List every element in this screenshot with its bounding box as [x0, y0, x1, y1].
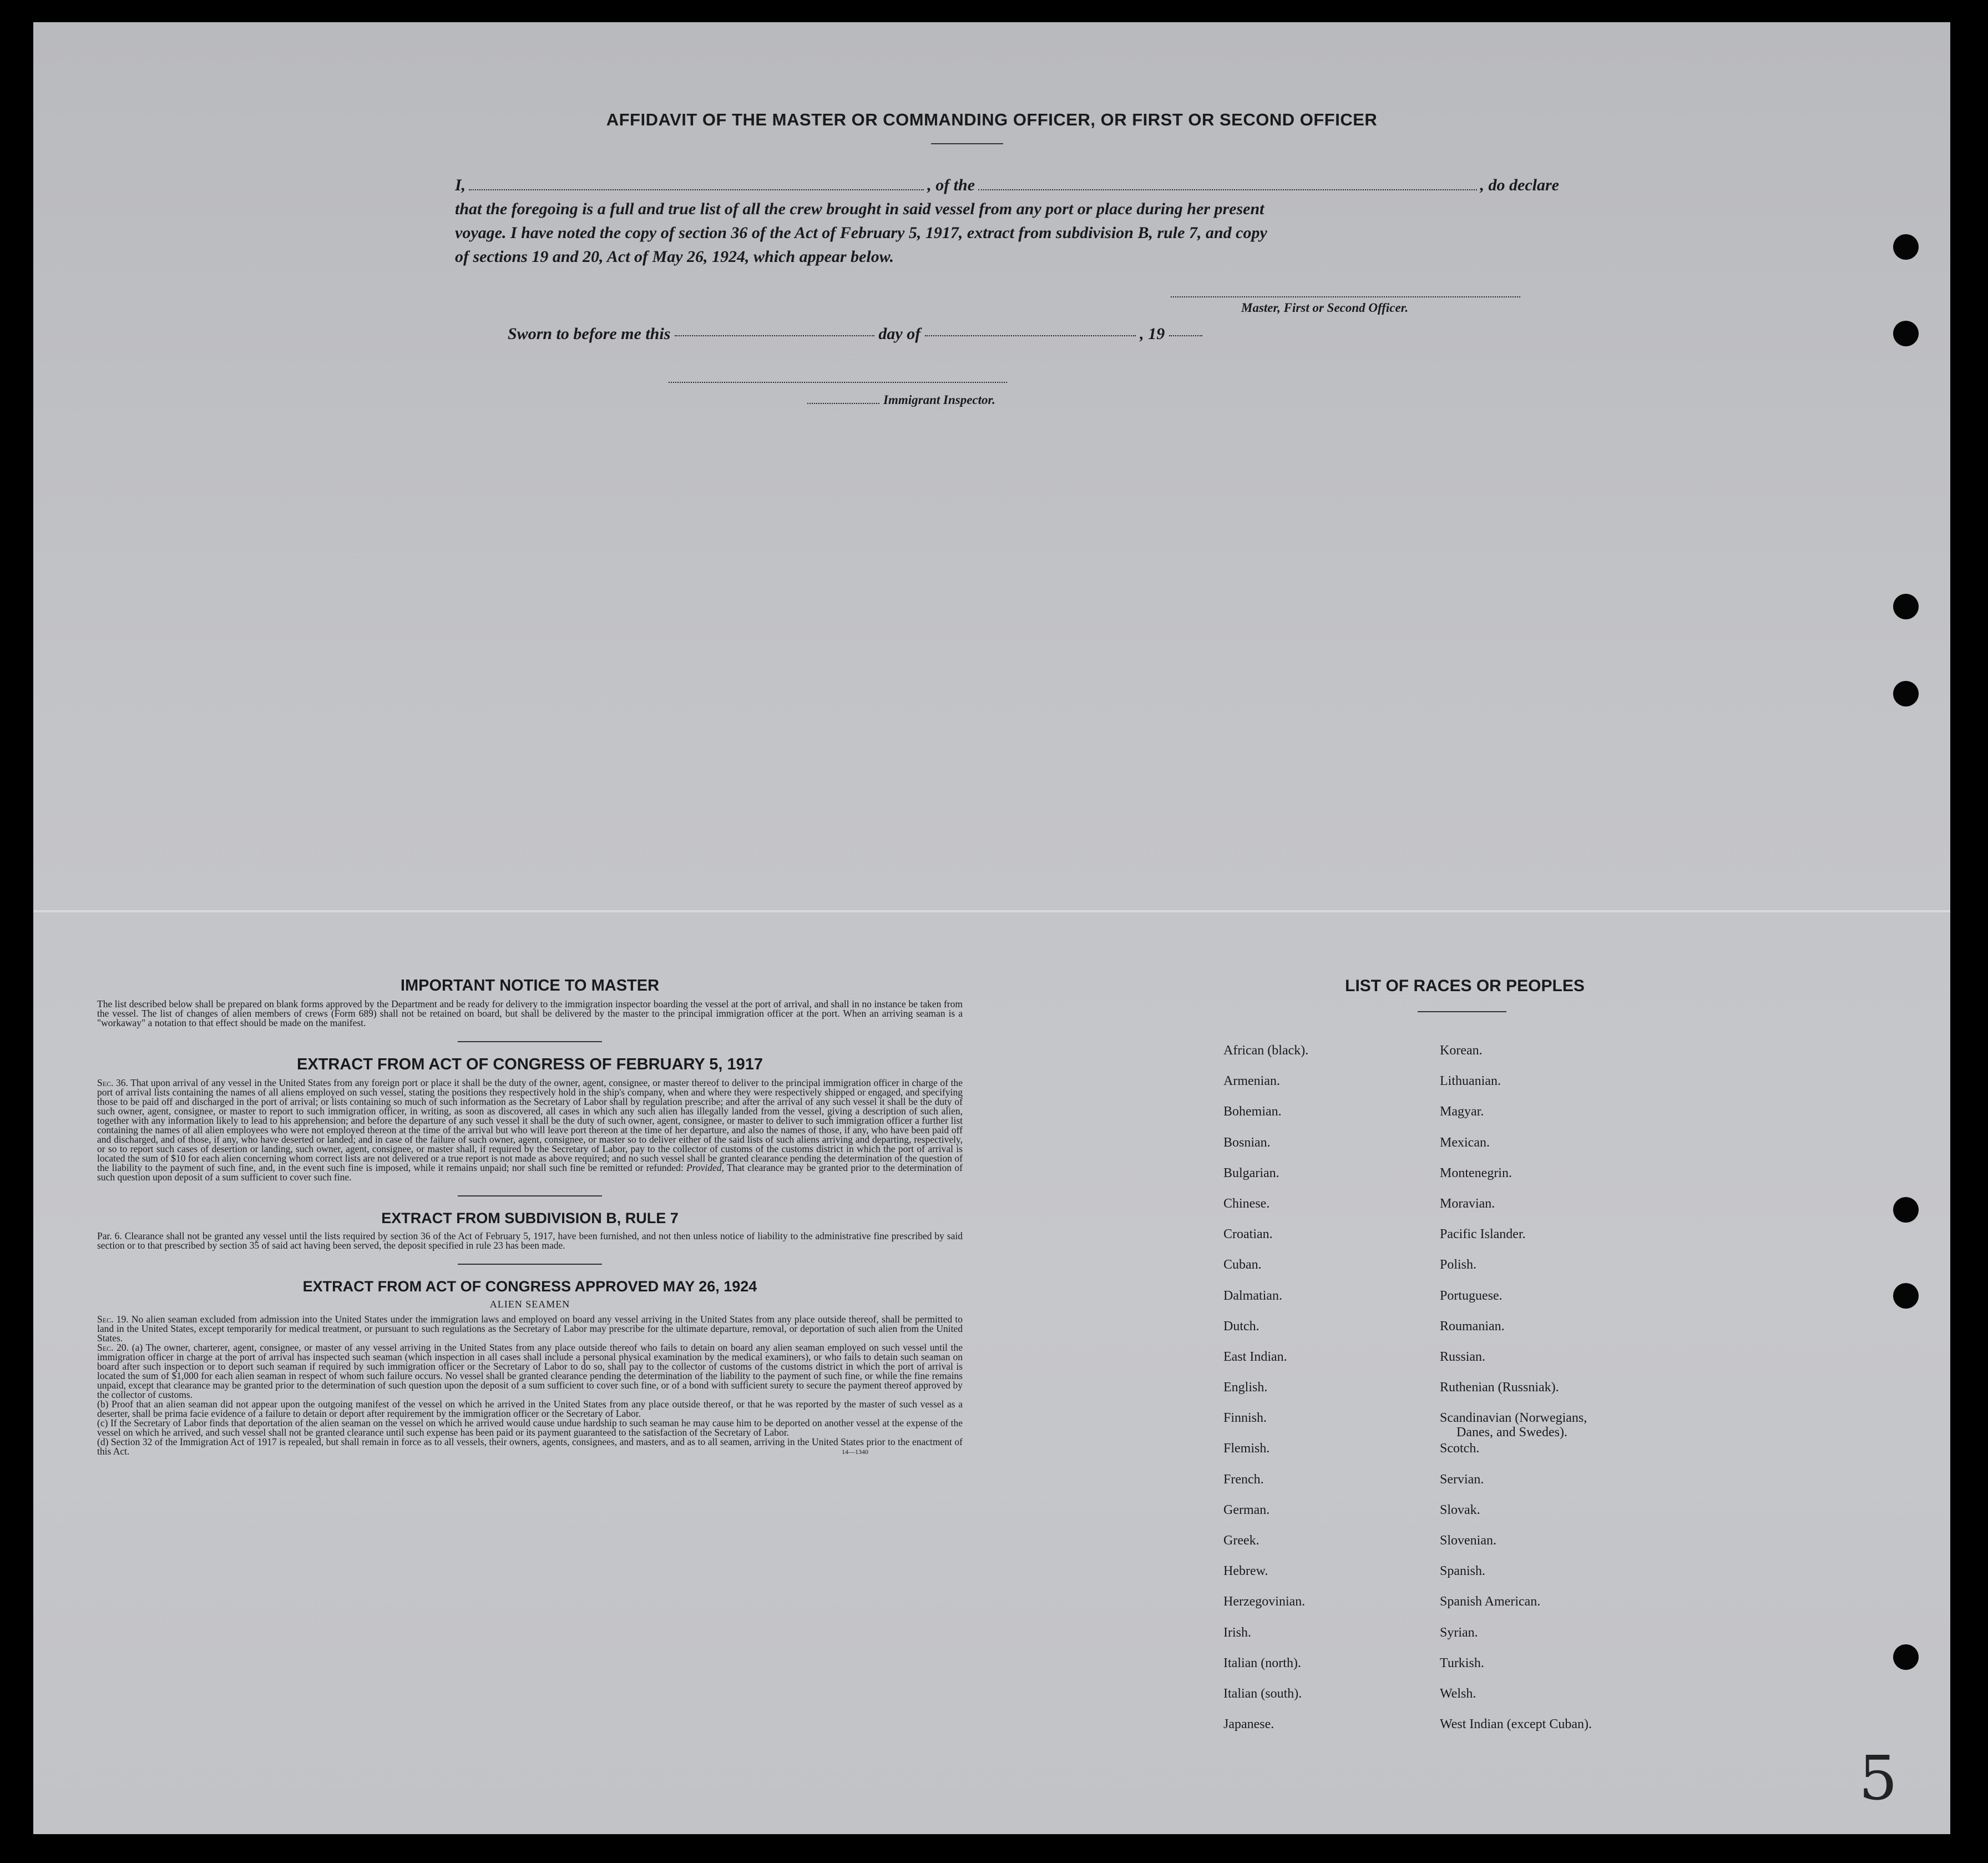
binder-hole — [1893, 594, 1919, 619]
race-item: Dutch. — [1223, 1319, 1259, 1334]
binder-hole — [1893, 1283, 1919, 1309]
race-item: Scandinavian (Norwegians, Danes, and Swedes). — [1440, 1411, 1587, 1440]
divider — [458, 1264, 602, 1265]
binder-hole — [1893, 321, 1919, 346]
race-item: Italian (south). — [1223, 1686, 1302, 1701]
divider — [931, 143, 1003, 144]
affidavit-title: AFFIDAVIT OF THE MASTER OR COMMANDING OFFICER, OR FIRST OR SECOND OFFICER — [606, 110, 1378, 129]
inspector-signature-line — [669, 382, 1007, 383]
sworn-end: , 19 — [1140, 325, 1165, 343]
race-item: Slovenian. — [1440, 1533, 1496, 1548]
extract-1917-title: EXTRACT FROM ACT OF CONGRESS OF FEBRUARY 5, 1917 — [296, 1056, 763, 1073]
race-item: Cuban. — [1223, 1258, 1262, 1273]
race-row — [1223, 1380, 1723, 1411]
affidavit-line1-start: I, — [455, 176, 466, 194]
race-item: Chinese. — [1223, 1196, 1270, 1211]
race-item: Scotch. — [1440, 1441, 1480, 1456]
binder-hole — [1893, 234, 1919, 260]
race-row — [1223, 1135, 1723, 1166]
race-item: Herzegovinian. — [1223, 1594, 1306, 1609]
race-row — [1223, 1411, 1723, 1441]
handwritten-page-number: 5 — [1859, 1743, 1898, 1814]
race-item: Greek. — [1223, 1533, 1259, 1548]
race-item: Dalmatian. — [1223, 1288, 1282, 1303]
sworn-mid: day of — [878, 325, 921, 343]
race-item: Polish. — [1440, 1258, 1477, 1273]
race-item: Bulgarian. — [1223, 1165, 1279, 1180]
vessel-blank — [978, 189, 1477, 190]
race-row — [1223, 1441, 1723, 1472]
day-blank — [675, 335, 874, 336]
extract-rule7-title: EXTRACT FROM SUBDIVISION B, RULE 7 — [381, 1210, 679, 1226]
race-row — [1223, 1319, 1723, 1350]
race-item: Mexican. — [1440, 1135, 1490, 1150]
race-row — [1223, 1289, 1723, 1319]
section-text: No alien seaman excluded from admission into the United States under the immigration laws and employed on board any vessel arriving in the United States from any place outside thereof, shall be permitted to land in the United States, except temporarily for medical treatment, or pursuant to such regulations as the Secretary of Labor may prescribe for the ultimate departure, removal, or deportation of such alien from the United States. — [97, 1314, 963, 1344]
race-item: French. — [1223, 1472, 1264, 1487]
section-label: Sec. 19. — [97, 1314, 129, 1325]
race-item: Spanish. — [1440, 1564, 1486, 1579]
race-row — [1223, 1043, 1723, 1074]
race-item: East Indian. — [1223, 1349, 1287, 1364]
race-item: English. — [1223, 1380, 1268, 1395]
proviso-label: Provided, — [686, 1162, 724, 1173]
race-item: Turkish. — [1440, 1655, 1484, 1670]
race-row — [1223, 1503, 1723, 1533]
sec19-text — [97, 1315, 963, 1343]
race-item: Welsh. — [1440, 1686, 1476, 1701]
extract-rule7-text: Par. 6. Clearance shall not be granted any vessel until the lists required by section 36 of the Act of February 5, 1917, have been furnished, and not then unless notice of liability to the administrative fine prescribed by said section or to that prescribed by section 35 of said act having been served, the deposit specified in rule 23 has been made. — [97, 1230, 963, 1251]
race-row — [1223, 1656, 1723, 1687]
affidavit-line1-mid: , of the — [927, 176, 975, 194]
race-item: Lithuanian. — [1440, 1074, 1501, 1089]
race-row — [1223, 1717, 1723, 1748]
race-item: Irish. — [1223, 1625, 1251, 1640]
divider — [1418, 1011, 1506, 1012]
sec20b-text: (b) Proof that an alien seaman did not appear upon the outgoing manifest of the vessel on which he arrived in the United States from any place outside thereof, or that he was reported by the master of such vessel as a deserter, shall be prima facie evidence of a failure to detain or deport after requirement by the immigration officer or the Secretary of Labor. — [97, 1398, 963, 1419]
affidavit-line1-end: , do declare — [1480, 176, 1559, 194]
race-item: Italian (north). — [1223, 1655, 1301, 1670]
race-row — [1223, 1196, 1723, 1227]
proviso-text: That clearance may be granted prior to the determination of such question upon deposit of a sum sufficient to cover such fine. — [97, 1162, 963, 1183]
form-number: 14—1340 — [842, 1448, 868, 1456]
race-item: Moravian. — [1440, 1196, 1495, 1211]
race-item: Syrian. — [1440, 1625, 1478, 1640]
sec20c-text: (c) If the Secretary of Labor finds that deportation of the alien seaman on the vessel on which he arrived would cause undue hardship to such seaman he may cause him to be deported on another vessel at the expense of the vessel on which he arrived, and such vessel shall not be granted clearance until such expense has been paid or its payment guaranteed to the satisfaction of the Secretary of Labor. — [97, 1417, 963, 1438]
section-text: That upon arrival of any vessel in the United States from any foreign port or place it shall be the duty of the owner, agent, consignee, or master thereof to deliver to the principal immigration officer in charge of the port of arrival lists containing the names of all aliens employed on such vessel, stating the positions they respectively hold in the ship's company, when and where they were respectively shipped or engaged, and specifying those to be paid off and discharged in the port of arrival; or lists containing so much of such information as the Secretary of Labor shall by regulation prescribe; and after the arrival of any such vessel it shall be the duty of such owner, agent, consignee, or master to report to such immigration officer, in writing, as soon as discovered, all cases in which any such alien has illegally landed from the vessel, giving a description of such alien, together with any information likely to lead to his apprehension; and before the departure of any such vessel it shall be the duty of such owner, agent, consignee, or master to deliver to such immigration officer a further list containing the names of all alien employees who were not employed thereon at the time of the arrival but who will leave port thereon at the time of her departure, and also the names of those, if any, who have been paid off and discharged, and of those, if any, who have deserted or landed; and in case of the failure of such owner, agent, consignee, or master so to deliver either of the said lists of such aliens arriving and departing, respectively, or so to report such cases of desertion or landing, such owner, agent, consignee, or master shall, if required by the Secretary of Labor, pay to the collector of customs of the customs district in which the port of arrival is located the sum of $10 for each alien concerning whom correct lists are not delivered or a true report is not made as above required; and no such vessel shall be granted clearance pending the determination of the question of the liability to the payment of such fine, and, in the event such fine is imposed, while it remains unpaid; nor shall such fine be remitted or refunded: — [97, 1077, 963, 1173]
divider — [458, 1195, 602, 1196]
sec20a-text — [97, 1343, 963, 1400]
document-page — [33, 22, 1950, 1834]
alien-seamen-heading: ALIEN SEAMEN — [489, 1299, 570, 1310]
sec20d-text: (d) Section 32 of the Immigration Act of 1917 is repealed, but shall remain in force as to all vessels, their owners, agents, consignees, and masters, and as to all seamen, arriving in the United States prior to the enactment of this Act. — [97, 1436, 963, 1457]
races-list — [1223, 1043, 1723, 1748]
race-row — [1223, 1104, 1723, 1135]
section-label: Sec. 36. — [97, 1077, 128, 1088]
race-row — [1223, 1472, 1723, 1503]
master-signature-line — [1171, 296, 1520, 297]
year-blank — [1169, 335, 1202, 336]
binder-hole — [1893, 1644, 1919, 1670]
race-item: Pacific Islander. — [1440, 1227, 1526, 1242]
race-row — [1223, 1687, 1723, 1717]
inspector-label: Immigrant Inspector. — [883, 393, 995, 407]
race-item: Russian. — [1440, 1349, 1486, 1364]
race-item: Flemish. — [1223, 1441, 1270, 1456]
race-item: Montenegrin. — [1440, 1165, 1512, 1180]
section-label: Sec. 20. — [97, 1342, 129, 1353]
affidavit-line3: voyage. I have noted the copy of section 36 of the Act of February 5, 1917, extract from subdivision B, rule 7, and copy — [455, 224, 1267, 242]
race-item: Japanese. — [1223, 1717, 1274, 1732]
race-item: Servian. — [1440, 1472, 1484, 1487]
extract-1917-text — [97, 1078, 963, 1182]
race-row — [1223, 1227, 1723, 1258]
binder-hole — [1893, 681, 1919, 706]
divider — [458, 1041, 602, 1042]
race-item: Magyar. — [1440, 1104, 1484, 1119]
race-item: German. — [1223, 1502, 1270, 1517]
affidavit-line4: of sections 19 and 20, Act of May 26, 1924, which appear below. — [455, 248, 894, 266]
race-row — [1223, 1350, 1723, 1380]
races-title: LIST OF RACES OR PEOPLES — [1345, 977, 1585, 995]
master-signature-label: Master, First or Second Officer. — [1241, 301, 1409, 315]
name-blank — [469, 189, 924, 190]
race-row — [1223, 1533, 1723, 1564]
section-text: (a) The owner, charterer, agent, consignee, or master of any vessel arriving in the United States from any place outside thereof who fails to detain on board any alien seaman employed on such vessel until the immigration officer in charge at the port of arrival has inspected such seaman (which inspection in all cases shall include a personal physical examination by the medical examiners), or who fails to detain such seaman on board after such inspection or to deport such seaman if required by such immigration officer or the Secretary of Labor to do so, shall pay to the collector of customs of the customs district in which the port of arrival is located the sum of $1,000 for each alien seaman in respect of whom such failure occurs. No vessel shall be granted clearance pending the determination of the liability to the payment of such fine, or while the fine remains unpaid, except that clearance may be granted prior to the determination of such question upon the deposit of a sum sufficient to cover such fine, or of a bond with sufficient surety to secure the payment thereof approved by the collector of customs. — [97, 1342, 963, 1400]
race-item: West Indian (except Cuban). — [1440, 1717, 1592, 1732]
race-item: Bosnian. — [1223, 1135, 1271, 1150]
race-item: Bohemian. — [1223, 1104, 1282, 1119]
binder-hole — [1893, 1197, 1919, 1223]
race-item: Ruthenian (Russniak). — [1440, 1380, 1559, 1395]
race-item: Slovak. — [1440, 1502, 1480, 1517]
notice-title: IMPORTANT NOTICE TO MASTER — [400, 977, 660, 994]
race-row — [1223, 1594, 1723, 1625]
race-item: Portuguese. — [1440, 1288, 1503, 1303]
notice-text: The list described below shall be prepared on blank forms approved by the Department and be ready for delivery to the immigration inspector boarding the vessel at the port of arrival, and shall in no instance be taken from the vessel. The list of changes of alien members of crews (Form 689) shall not be retained on board, but shall be delivered by the master to the principal immigration officer at the port. When an arriving seaman is a "workaway" a notation to that effect should be made on the manifest. — [97, 998, 963, 1028]
race-item: Finnish. — [1223, 1411, 1267, 1426]
race-item: Spanish American. — [1440, 1594, 1541, 1609]
race-item: Korean. — [1440, 1043, 1483, 1058]
race-row — [1223, 1564, 1723, 1594]
race-item: Hebrew. — [1223, 1564, 1268, 1579]
race-row — [1223, 1166, 1723, 1196]
race-item: Roumanian. — [1440, 1319, 1505, 1334]
race-item: African (black). — [1223, 1043, 1309, 1058]
race-item: Armenian. — [1223, 1074, 1280, 1089]
inspector-short-line — [807, 403, 879, 404]
race-row — [1223, 1074, 1723, 1104]
month-blank — [925, 335, 1136, 336]
affidavit-line2: that the foregoing is a full and true list of all the crew brought in said vessel from any port or place during her present — [455, 200, 1264, 218]
race-row — [1223, 1625, 1723, 1656]
race-item: Croatian. — [1223, 1227, 1273, 1242]
sworn-line — [508, 325, 1202, 344]
legal-text-column — [97, 977, 963, 1456]
race-row — [1223, 1258, 1723, 1288]
page-fold — [33, 910, 1950, 912]
extract-1924-title: EXTRACT FROM ACT OF CONGRESS APPROVED MAY 26, 1924 — [302, 1278, 757, 1295]
sworn-start: Sworn to before me this — [508, 325, 671, 343]
affidavit-body — [455, 173, 1559, 269]
